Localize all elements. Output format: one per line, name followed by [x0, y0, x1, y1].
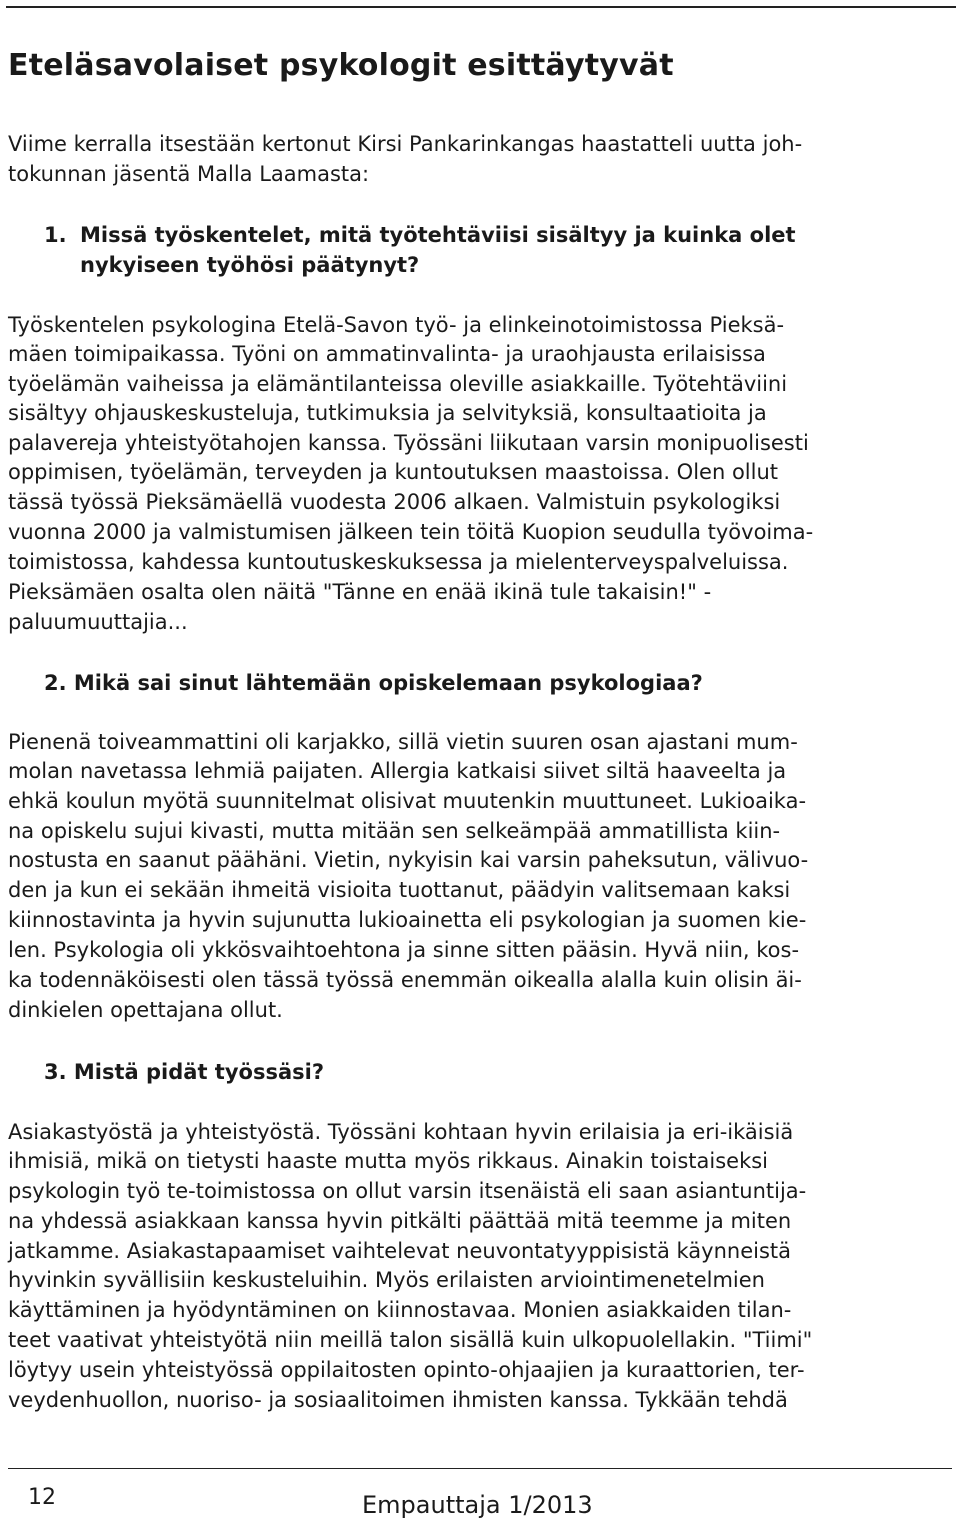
answer-1-line: vuonna 2000 ja valmistumisen jälkeen tein töitä Kuopion seudulla työvoima-: [8, 520, 814, 544]
question-1-number: 1.: [44, 223, 67, 247]
answer-2-line: ehkä koulun myötä suunnitelmat olisivat muutenkin muuttuneet. Lukioaika-: [8, 789, 807, 813]
answer-3-line: na yhdessä asiakkaan kanssa hyvin pitkälti päättää mitä teemme ja miten: [8, 1209, 792, 1233]
answer-3-line: ihmisiä, mikä on tietysti haaste mutta myös rikkaus. Ainakin toistaiseksi: [8, 1149, 769, 1173]
question-1-line: Missä työskentelet, mitä työtehtäviisi sisältyy ja kuinka olet: [80, 223, 796, 247]
answer-2-line: Pienenä toiveammattini oli karjakko, sillä vietin suuren osan ajastani mum-: [8, 730, 798, 754]
answer-1-line: oppimisen, työelämän, terveyden ja kuntoutuksen maastoissa. Olen ollut: [8, 460, 779, 484]
answer-3-line: löytyy usein yhteistyössä oppilaitosten opinto-ohjaajien ja kuraattorien, ter-: [8, 1358, 805, 1382]
answer-1-line: mäen toimipaikassa. Työni on ammatinvalinta- ja uraohjausta erilaisissa: [8, 342, 766, 366]
answer-3-line: psykologin työ te-toimistossa on ollut varsin itsenäistä eli saan asiantuntija-: [8, 1179, 807, 1203]
question-1-line: nykyiseen työhösi päätynyt?: [80, 253, 420, 277]
answer-2-line: kiinnostavinta ja hyvin sujunutta lukioainetta eli psykologian ja suomen kie-: [8, 908, 807, 932]
answer-3-line: Asiakastyöstä ja yhteistyöstä. Työssäni kohtaan hyvin erilaisia ja eri-ikäisiä: [8, 1120, 794, 1144]
answer-1-line: Pieksämäen osalta olen näitä "Tänne en enää ikinä tule takaisin!" -: [8, 580, 712, 604]
answer-1-line: paluumuuttajia...: [8, 610, 188, 634]
question-3: 3. Mistä pidät työssäsi?: [44, 1060, 325, 1084]
footer-rule: [8, 1468, 952, 1469]
answer-1-line: sisältyy ohjauskeskusteluja, tutkimuksia ja selvityksiä, konsultaatioita ja: [8, 401, 767, 425]
answer-2-line: den ja kun ei sekään ihmeitä visioita tuottanut, päädyin valitsemaan kaksi: [8, 878, 791, 902]
answer-2-line: molan navetassa lehmiä paijaten. Allergia katkaisi siivet siltä haaveelta ja: [8, 759, 787, 783]
answer-3-line: jatkamme. Asiakastapaamiset vaihtelevat neuvontatyyppisistä käynneistä: [8, 1239, 791, 1263]
top-rule: [6, 6, 956, 8]
question-2: 2. Mikä sai sinut lähtemään opiskelemaan psykologiaa?: [44, 671, 703, 695]
answer-3-line: hyvinkin syvällisiin keskusteluihin. Myös erilaisten arviointimenetelmien: [8, 1268, 765, 1292]
answer-1-line: tässä työssä Pieksämäellä vuodesta 2006 alkaen. Valmistuin psykologiksi: [8, 490, 781, 514]
article-title: Eteläsavolaiset psykologit esittäytyvät: [8, 48, 674, 83]
publication-title: Empauttaja 1/2013: [362, 1491, 593, 1519]
answer-1-line: toimistossa, kahdessa kuntoutuskeskuksessa ja mielenterveyspalveluissa.: [8, 550, 789, 574]
intro-line: tokunnan jäsentä Malla Laamasta:: [8, 162, 370, 186]
answer-2-line: na opiskelu sujui kivasti, mutta mitään sen selkeämpää ammatillista kiin-: [8, 819, 781, 843]
answer-2-line: nostusta en saanut päähäni. Vietin, nykyisin kai varsin paheksutun, välivuo-: [8, 848, 809, 872]
answer-2-line: dinkielen opettajana ollut.: [8, 998, 283, 1022]
answer-1-line: Työskentelen psykologina Etelä-Savon työ- ja elinkeinotoimistossa Pieksä-: [8, 313, 785, 337]
answer-2-line: ka todennäköisesti olen tässä työssä enemmän oikealla alalla kuin olisin äi-: [8, 968, 802, 992]
intro-line: Viime kerralla itsestään kertonut Kirsi Pankarinkangas haastatteli uutta joh-: [8, 132, 803, 156]
answer-1-line: työelämän vaiheissa ja elämäntilanteissa oleville asiakkaille. Työtehtäviini: [8, 372, 788, 396]
answer-3-line: käyttäminen ja hyödyntäminen on kiinnostavaa. Monien asiakkaiden tilan-: [8, 1298, 792, 1322]
page-number: 12: [28, 1485, 56, 1510]
answer-3-line: veydenhuollon, nuoriso- ja sosiaalitoimen ihmisten kanssa. Tykkään tehdä: [8, 1388, 788, 1412]
answer-2-line: len. Psykologia oli ykkösvaihtoehtona ja sinne sitten pääsin. Hyvä niin, kos-: [8, 938, 800, 962]
answer-3-line: teet vaativat yhteistyötä niin meillä talon sisällä kuin ulkopuolellakin. "Tiimi": [8, 1328, 813, 1352]
answer-1-line: palavereja yhteistyötahojen kanssa. Työssäni liikutaan varsin monipuolisesti: [8, 431, 809, 455]
